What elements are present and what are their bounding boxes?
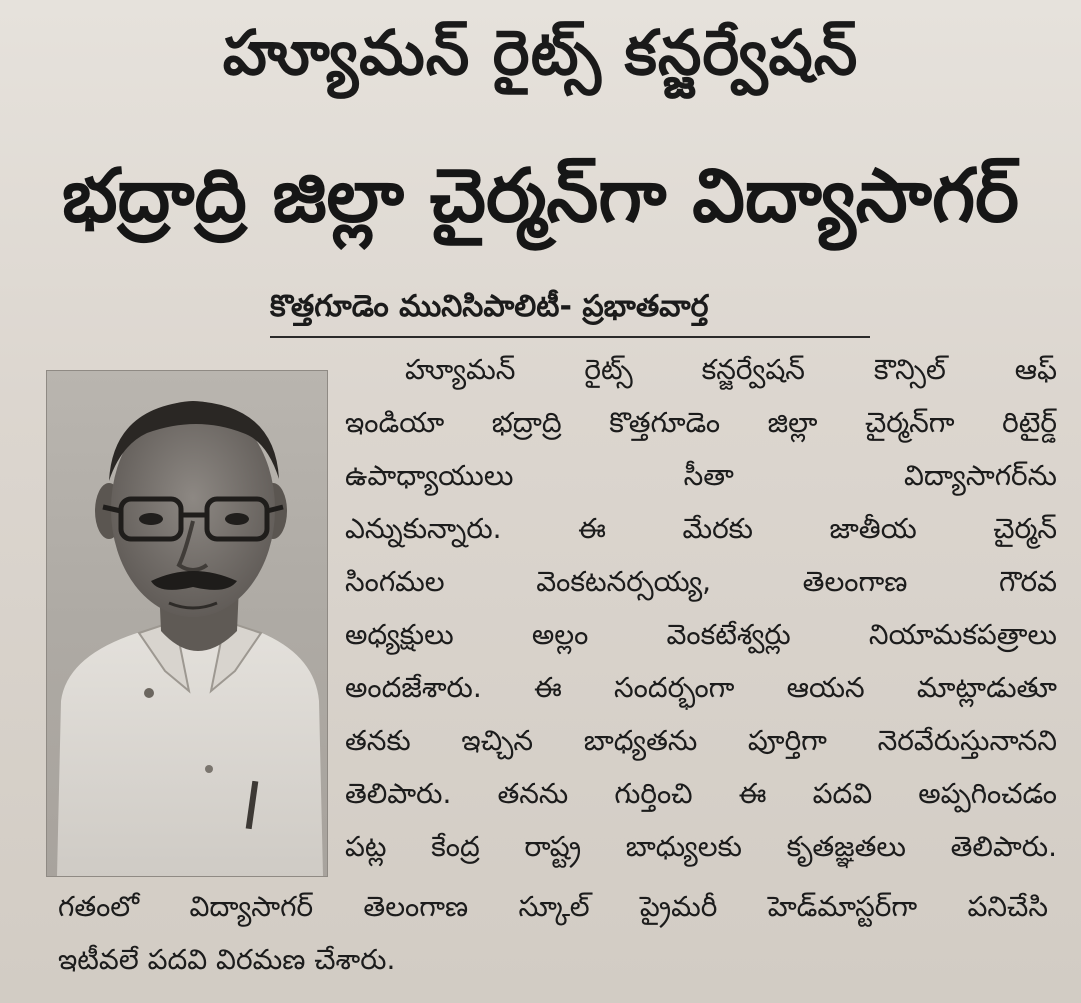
- body-line-10: పట్ల కేంద్ర రాష్ట్ర బాధ్యులకు కృతజ్ఞతలు తెలిపారు.: [345, 830, 1057, 863]
- body-line-6: అధ్యక్షులు అల్లం వెంకటేశ్వర్లు నియామకపత్రాలు: [345, 618, 1057, 651]
- body-line-8: తనకు ఇచ్చిన బాధ్యతను పూర్తిగా నెరవేరుస్తునానని: [345, 724, 1057, 757]
- headline-line-1: హ్యూమన్ రైట్స్ కన్జర్వేషన్: [222, 16, 859, 89]
- body-line-4: ఎన్నుకున్నారు. ఈ మేరకు జాతీయ చైర్మన్: [345, 512, 1057, 545]
- headline-line-2: భద్రాద్రి జిల్లా చైర్మన్‌గా విద్యాసాగర్: [62, 153, 1019, 239]
- body-line-5: సింగమల వెంకటనర్సయ్య, తెలంగాణ గౌరవ: [345, 565, 1057, 598]
- body-line-11: గతంలో విద్యాసాగర్ తెలంగాణ స్కూల్ ప్రైమరీ హెడ్‌మాస్టర్‌గా పనిచేసి: [58, 890, 1048, 923]
- body-line-1: హ్యూమన్ రైట్స్ కన్జర్వేషన్ కౌన్సిల్ ఆఫ్: [405, 353, 1057, 386]
- portrait-photo: [46, 370, 328, 877]
- body-line-9: తెలిపారు. తనను గుర్తించి ఈ పదవి అప్పగించడం: [345, 777, 1057, 810]
- body-line-7: అందజేశారు. ఈ సందర్భంగా ఆయన మాట్లాడుతూ: [345, 671, 1057, 704]
- body-line-2: ఇండియా భద్రాద్రి కొత్తగూడెం జిల్లా చైర్మన్‌గా రిటైర్డ్: [345, 406, 1057, 439]
- person-portrait-icon: [47, 371, 327, 876]
- dateline-underline: [270, 336, 870, 338]
- body-line-3: ఉపాధ్యాయులు సీతా విద్యాసాగర్‌ను: [345, 459, 1057, 492]
- dateline: కొత్తగూడెం మునిసిపాలిటీ- ప్రభాతవార్త: [270, 289, 709, 324]
- body-line-12: ఇటీవలే పదవి విరమణ చేశారు.: [58, 943, 396, 976]
